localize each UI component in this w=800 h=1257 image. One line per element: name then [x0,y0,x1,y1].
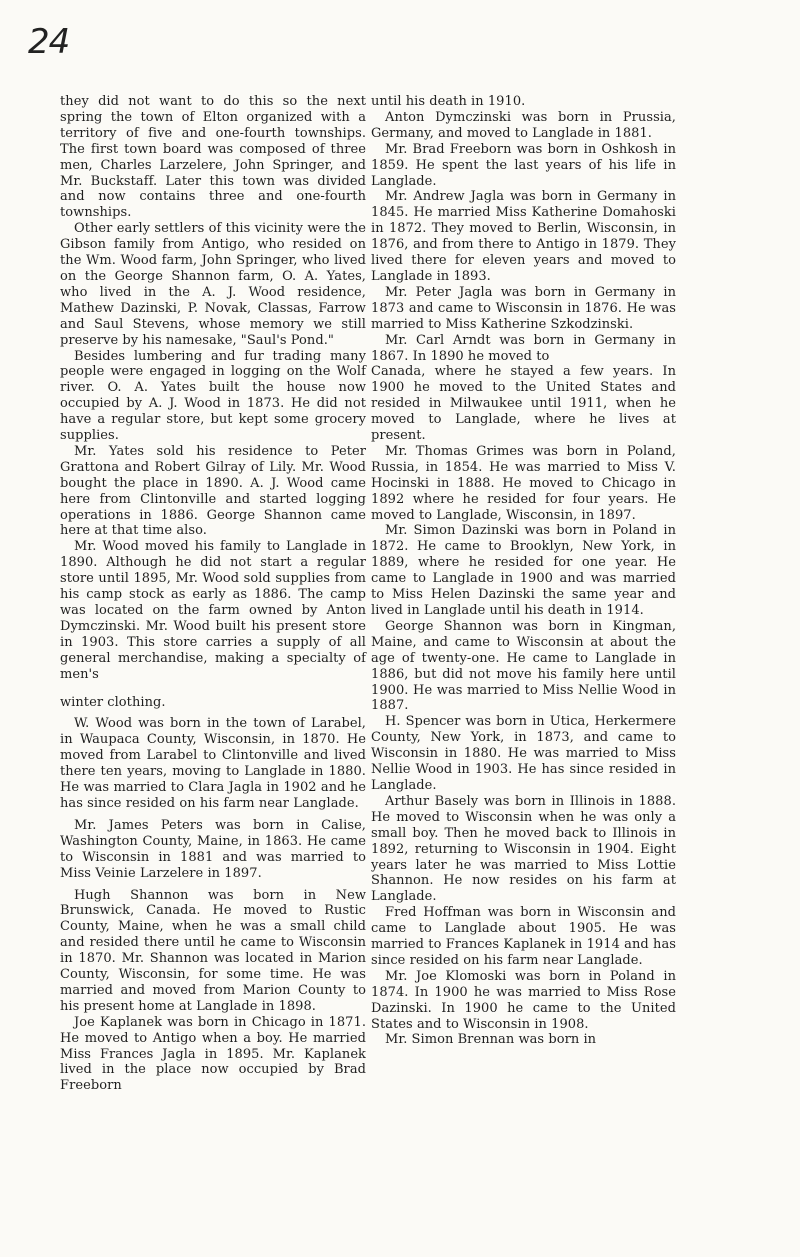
paragraph: Mr. Peter Jagla was born in Germany in 1873 and came to Wisconsin in 1876. He was married to Miss Katherine Szkodzinski. [371,284,676,332]
paragraph: Joe Kaplanek was born in Chicago in 1871. He moved to Antigo when a boy. He married Miss Frances Jagla in 1895. Mr. Kaplanek lived in the place now occupied by Brad Freeborn [60,1014,366,1094]
paragraph: Mr. Joe Klomoski was born in Poland in 1874. In 1900 he was married to Miss Rose Dazinski. In 1900 he came to the United States and to Wisconsin in 1908. [371,968,676,1032]
paragraph: Mr. Andrew Jagla was born in Germany in 1845. He married Miss Katherine Domahoski in 1872. They moved to Berlin, Wisconsin, in 1876, and from there to Antigo in 1879. They lived there for eleven years and moved to Langlade in 1893. [371,189,676,284]
page-number: 24 [28,22,70,62]
paragraph: Hugh Shannon was born in New Brunswick, Canada. He moved to Rustic County, Maine, when he was a small child and resided there until he came to Wisconsin in 1870. Mr. Shannon was located in Marion County, Wisconsin, for some time. He was married and moved from Marion County to his present home at Langlade in 1898. [60,887,366,1014]
paragraph: Mr. Brad Freeborn was born in Oshkosh in 1859. He spent the last years of his life in Langlade. [371,141,676,189]
paragraph: George Shannon was born in Kingman, Maine, and came to Wisconsin at about the age of twenty-one. He came to Langlade in 1886, but did not move his family here until 1900. He was married to Miss Nellie Wood in 1887. [371,618,676,714]
paragraph: Mr. James Peters was born in Calise, Washington County, Maine, in 1863. He came to Wisconsin in 1881 and was married to Miss Veinie Larzelere in 1897. [60,817,366,881]
paragraph: Mr. Carl Arndt was born in Germany in 1867. In 1890 he moved to [371,332,676,364]
paragraph: Mr. Simon Dazinski was born in Poland in 1872. He came to Brooklyn, New York, in 1889, where he resided for one year. He came to Langlade in 1900 and was married to Miss Helen Dazinski the same year and lived in Langlade until his death in 1914. [371,523,676,618]
paragraph: W. Wood was born in the town of Larabel, in Waupaca County, Wisconsin, in 1870. He moved from Larabel to Clintonville and lived there ten years, moving to Langlade in 1880. He was married to Clara Jagla in 1902 and he has since resided on his farm near Langlade. [60,716,366,811]
left-column [60,94,366,1094]
paragraph: Fred Hoffman was born in Wisconsin and came to Langlade about 1905. He was married to Frances Kaplanek in 1914 and has since resided on his farm near Langlade. [371,905,676,968]
paragraph: Mr. Thomas Grimes was born in Poland, Russia, in 1854. He was married to Miss V. Hocinski in 1888. He moved to Chicago in 1892 where he resided for four years. He moved to Langlade, Wisconsin, in 1897. [371,443,676,523]
paragraph: Besides lumbering and fur trading many people were engaged in logging on the Wolf river. O. A. Yates built the house now occupied by A. J. Wood in 1873. He did not have a regular store, but kept some grocery supplies. [60,348,366,444]
paragraph: winter clothing. [60,694,166,710]
paragraph: Mr. Yates sold his residence to Peter Grattona and Robert Gilray of Lily. Mr. Wood bought the place in 1890. A. J. Wood came here from Clintonville and started logging operations in 1886. George Shannon came here at that time also. [60,443,366,539]
paragraph: Other early settlers of this vicinity were the Gibson family from Antigo, who resided on the Wm. Wood farm, John Springer, who lived on the George Shannon farm, O. A. Yates, who lived in the A. J. Wood residence, Mathew Dazinski, P. Novak, Classas, Farrow and Saul Stevens, whose memory we still preserve by his namesake, "Saul's Pond." [60,221,366,348]
paragraph: they did not want to do this so the next spring the town of Elton organized with a territory of five and one-fourth townships. The first town board was composed of three men, Charles Larzelere, John Springer, and Mr. Buckstaff. Later this town was divided and now contains three and one-fourth townships. [60,94,366,221]
paragraph: until his death in 1910. [371,94,526,109]
paragraph: H. Spencer was born in Utica, Herkermere County, New York, in 1873, and came to Wisconsin in 1880. He was married to Miss Nellie Wood in 1903. He has since resided in Langlade. [371,714,676,793]
paragraph: Mr. Simon Brennan was born in [385,1032,597,1048]
paragraph: Arthur Basely was born in Illinois in 1888. He moved to Wisconsin when he was only a small boy. Then he moved back to Illinois in 1892, returning to Wisconsin in 1904. Eight years later he was married to Miss Lottie Shannon. He now resides on his farm at Langlade. [371,793,676,905]
right-column [371,94,676,1048]
paragraph: Mr. Wood moved his family to Langlade in 1890. Although he did not start a regular store until 1895, Mr. Wood sold supplies from his camp stock as early as 1886. The camp was located on the farm owned by Anton Dymczinski. Mr. Wood built his present store in 1903. This store carries a supply of all general merchandise, making a specialty of men's [60,539,366,682]
paragraph: Canada, where he stayed a few years. In 1900 he moved to the United States and resided in Milwaukee until 1911, when he moved to Langlade, where he lives at present. [371,364,676,444]
paragraph: Anton Dymczinski was born in Prussia, Germany, and moved to Langlade in 1881. [371,109,676,141]
